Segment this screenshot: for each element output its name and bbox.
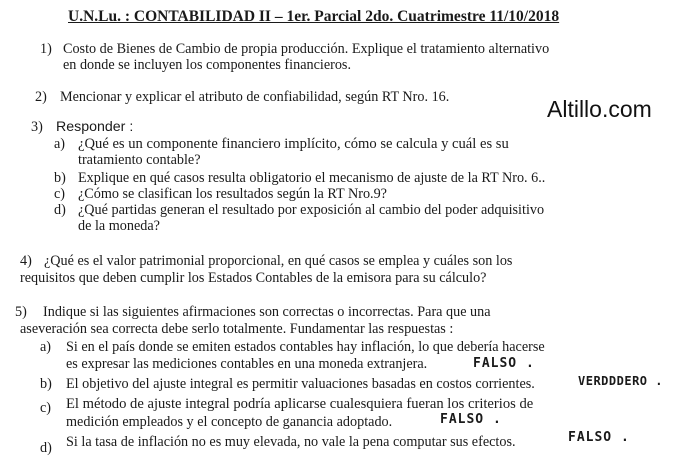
q5-line2: aseveración sea correcta debe serlo totalmente. Fundamentar las respuestas : (20, 321, 454, 337)
q2-number: 2) (35, 89, 47, 105)
q5a-handwritten-answer: FALSO . (473, 356, 535, 371)
q5d-line1: Si la tasa de inflación no es muy elevada, no vale la pena computar sus efectos. (66, 434, 516, 450)
q3d-line2: de la moneda? (78, 218, 160, 234)
q1-line1: Costo de Bienes de Cambio de propia producción. Explique el tratamiento alternativo (63, 41, 550, 57)
q3b-marker: b) (54, 170, 66, 186)
q5b-handwritten-answer: VERDDDERO . (578, 374, 663, 388)
q3a-line2: tratamiento contable? (78, 152, 201, 168)
q5d-handwritten-answer: FALSO . (568, 430, 630, 445)
q1-number: 1) (40, 41, 52, 57)
exam-title: U.N.Lu. : CONTABILIDAD II – 1er. Parcial 2do. Cuatrimestre 11/10/2018 (68, 8, 560, 25)
watermark-logo: Altillo.com (547, 96, 652, 122)
q5a-marker: a) (40, 339, 52, 355)
q3c-marker: c) (54, 186, 66, 202)
q5c-line2: medición empleados y el concepto de ganancia adoptado. (66, 414, 393, 430)
q4-number: 4) (20, 253, 32, 269)
q3b-line1: Explique en qué casos resulta obligatorio el mecanismo de ajuste de la RT Nro. 6.. (78, 170, 546, 186)
q3d-marker: d) (54, 202, 66, 218)
q5b-marker: b) (40, 376, 52, 392)
q3-number: 3) (31, 119, 43, 135)
q5c-marker: c) (40, 400, 52, 416)
q3c-line1: ¿Cómo se clasifican los resultados según la RT Nro.9? (78, 186, 387, 202)
q5b-line1: El objetivo del ajuste integral es permitir valuaciones basadas en costos corrientes. (66, 376, 535, 392)
q5-line1: Indique si las siguientes afirmaciones son correctas o incorrectas. Para que una (43, 304, 491, 320)
q2-text: Mencionar y explicar el atributo de confiabilidad, según RT Nro. 16. (60, 89, 450, 105)
q5-number: 5) (15, 304, 27, 320)
q3a-line1: ¿Qué es un componente financiero implícito, cómo se calcula y cuál es su (78, 136, 509, 152)
q5d-marker: d) (40, 440, 52, 456)
q5c-handwritten-answer: FALSO . (440, 412, 502, 427)
q1-line2: en donde se incluyen los componentes financieros. (63, 57, 352, 73)
q3d-line1: ¿Qué partidas generan el resultado por exposición al cambio del poder adquisitivo (78, 202, 545, 218)
q4-line2: requisitos que deben cumplir los Estados Contables de la emisora para su cálculo? (20, 270, 487, 286)
q5c-line1: El método de ajuste integral podría aplicarse cualesquiera fueran los criterios de (66, 396, 534, 412)
q5a-line1: Si en el país donde se emiten estados contables hay inflación, lo que debería hacerse (66, 339, 545, 355)
q5a-line2: es expresar las mediciones contables en una moneda extranjera. (66, 356, 428, 372)
q3a-marker: a) (54, 136, 66, 152)
q4-line1: ¿Qué es el valor patrimonial proporcional, en qué casos se emplea y cuáles son los (44, 253, 513, 269)
q3-text: Responder : (56, 119, 134, 135)
